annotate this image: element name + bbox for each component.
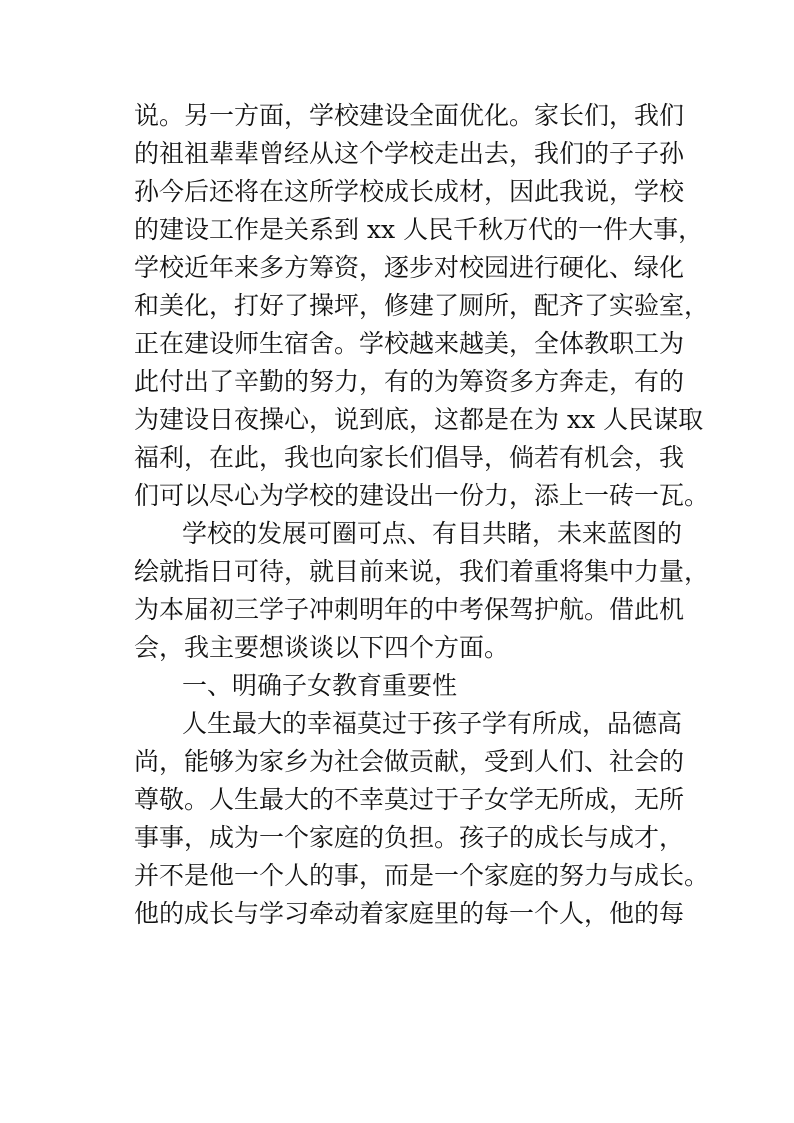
body-text	[134, 97, 710, 933]
text-line: 说。另一方面，学校建设全面优化。家长们，我们	[134, 101, 685, 130]
text-line: 学校近年来多方筹资，逐步对校园进行硬化、绿化	[134, 253, 685, 282]
text-line: 会，我主要想谈谈以下四个方面。	[134, 633, 510, 662]
text-line: 绘就指日可待，就目前来说，我们着重将集中力量，	[134, 557, 710, 586]
text-line: 人生最大的幸福莫过于孩子学有所成，品德高	[182, 709, 683, 738]
text-line: 事事，成为一个家庭的负担。孩子的成长与成才，	[134, 823, 685, 852]
text-line: 福利，在此，我也向家长们倡导，倘若有机会，我	[134, 443, 685, 472]
text-line: 为本届初三学子冲刺明年的中考保驾护航。借此机	[134, 595, 685, 624]
text-line: 学校的发展可圈可点、有目共睹，未来蓝图的	[182, 519, 683, 548]
text-line: 的建设工作是关系到 xx 人民千秋万代的一件大事，	[134, 215, 704, 244]
text-line: 并不是他一个人的事，而是一个家庭的努力与成长。	[134, 861, 710, 890]
section-heading: 一、明确子女教育重要性	[182, 671, 458, 700]
text-line: 的祖祖辈辈曾经从这个学校走出去，我们的子子孙	[134, 139, 685, 168]
text-line: 和美化，打好了操坪，修建了厕所，配齐了实验室，	[134, 291, 710, 320]
text-line: 他的成长与学习牵动着家庭里的每一个人，他的每	[134, 899, 685, 928]
text-line: 孙今后还将在这所学校成长成材，因此我说，学校	[134, 177, 685, 206]
text-line: 尚，能够为家乡为社会做贡献，受到人们、社会的	[134, 747, 685, 776]
text-line: 正在建设师生宿舍。学校越来越美，全体教职工为	[134, 329, 685, 358]
text-line: 尊敬。人生最大的不幸莫过于子女学无所成，无所	[134, 785, 685, 814]
text-line: 为建设日夜操心，说到底，这都是在为 xx 人民谋取	[134, 405, 704, 434]
text-line: 们可以尽心为学校的建设出一份力，添上一砖一瓦。	[134, 481, 710, 510]
text-line: 此付出了辛勤的努力，有的为筹资多方奔走，有的	[134, 367, 685, 396]
